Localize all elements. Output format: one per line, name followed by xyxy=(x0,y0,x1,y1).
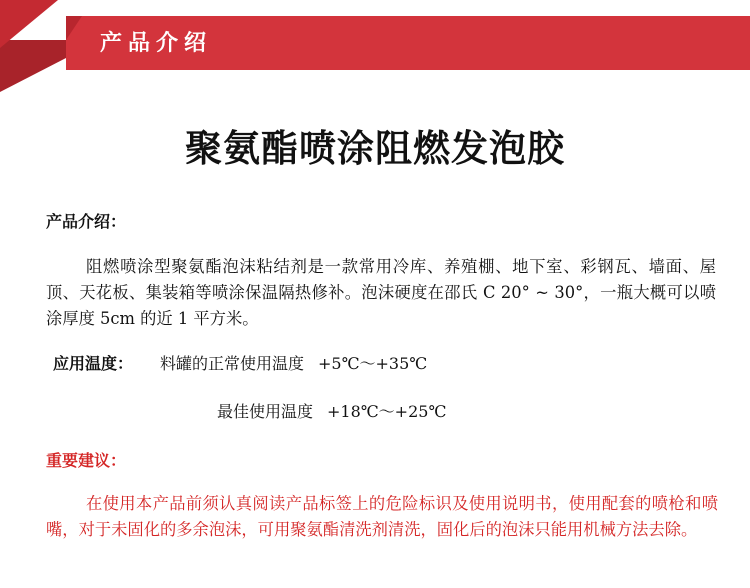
normal-temperature-value: +5℃～+35℃ xyxy=(318,354,428,373)
banner-title: 产品介绍 xyxy=(100,31,213,56)
advice-heading: 重要建议： xyxy=(46,451,127,470)
product-title: 聚氨酯喷涂阻燃发泡胶 xyxy=(185,126,565,170)
intro-paragraph: 阻燃喷涂型聚氨酯泡沫粘结剂是一款常用冷库、养殖棚、地下室、彩钢瓦、墙面、屋顶、天花板、集装箱等喷涂保温隔热修补。泡沫硬度在邵氏 C 20° ~ 30°，一瓶大概可以喷涂厚度 5cm 的近 1 平方米。 xyxy=(46,257,716,328)
best-temperature-line xyxy=(217,399,446,422)
normal-temperature-label: 料罐的正常使用温度 xyxy=(160,354,305,373)
temperature-label: 应用温度： xyxy=(53,354,134,373)
advice-paragraph: 在使用本产品前须认真阅读产品标签上的危险标识及使用说明书，使用配套的喷枪和喷嘴，对于未固化的多余泡沫，可用聚氨酯清洗剂清洗，固化后的泡沫只能用机械方法去除。 xyxy=(46,494,718,539)
best-temperature-label: 最佳使用温度 xyxy=(217,402,314,421)
best-temperature-value: +18℃～+25℃ xyxy=(327,402,447,421)
normal-temperature-line xyxy=(160,351,427,374)
header-banner xyxy=(0,0,750,92)
intro-heading: 产品介绍： xyxy=(46,212,127,231)
